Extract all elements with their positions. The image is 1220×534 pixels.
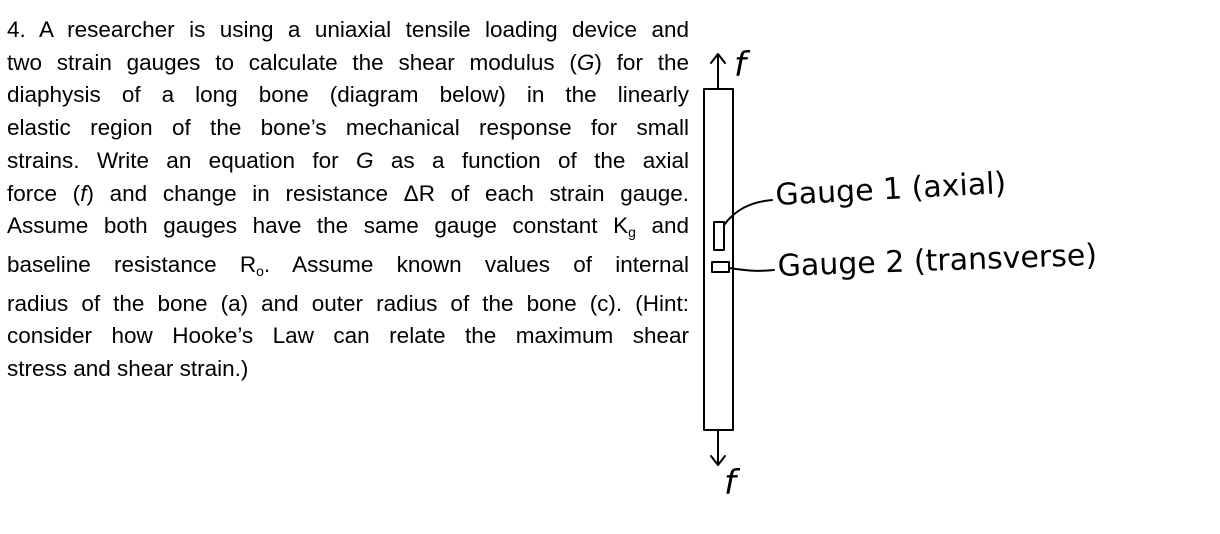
- gauge-2-leader: [729, 268, 774, 271]
- gauge-2-marker: [712, 262, 729, 272]
- problem-line-3: diaphysis of a long bone (diagram below) in the linearly: [7, 82, 689, 108]
- problem-line-9: radius of the bone (a) and outer radius of the bone (c). (Hint:: [7, 290, 689, 316]
- gauge-2-label: Gauge 2 (transverse): [777, 237, 1098, 284]
- problem-line-4: elastic region of the bone’s mechanical response for small: [7, 115, 689, 141]
- bottom-force-arrow: [711, 430, 725, 465]
- force-top-label: f: [734, 45, 746, 85]
- gauge-1-leader: [724, 200, 772, 225]
- problem-line-6: force (f) and change in resistance ΔR of each strain gauge.: [7, 180, 690, 206]
- gauge-1-label: Gauge 1 (axial): [774, 165, 1008, 213]
- problem-line-10: consider how Hooke’s Law can relate the maximum shear: [7, 323, 689, 349]
- problem-statement: [7, 14, 689, 386]
- problem-line-8: baseline resistance $R_o$. Assume known values of internal: [7, 251, 689, 279]
- top-force-arrow: [711, 54, 725, 89]
- problem-line-1: 4. A researcher is using a uniaxial tensile loading device and: [7, 17, 689, 42]
- problem-number: 4.: [7, 17, 26, 42]
- bone-diagram: [690, 0, 1220, 534]
- gauge-1-marker: [714, 222, 724, 250]
- problem-line-5: strains. Write an equation for G as a function of the axial: [7, 147, 690, 173]
- problem-line-2: two strain gauges to calculate the shear modulus (G) for the: [7, 49, 690, 75]
- problem-line-11: stress and shear strain.): [7, 356, 249, 382]
- bone-outline: [704, 89, 733, 430]
- problem-line-7: Assume both gauges have the same gauge constant $K_g$ and: [7, 213, 689, 241]
- force-bottom-label: f: [724, 463, 736, 503]
